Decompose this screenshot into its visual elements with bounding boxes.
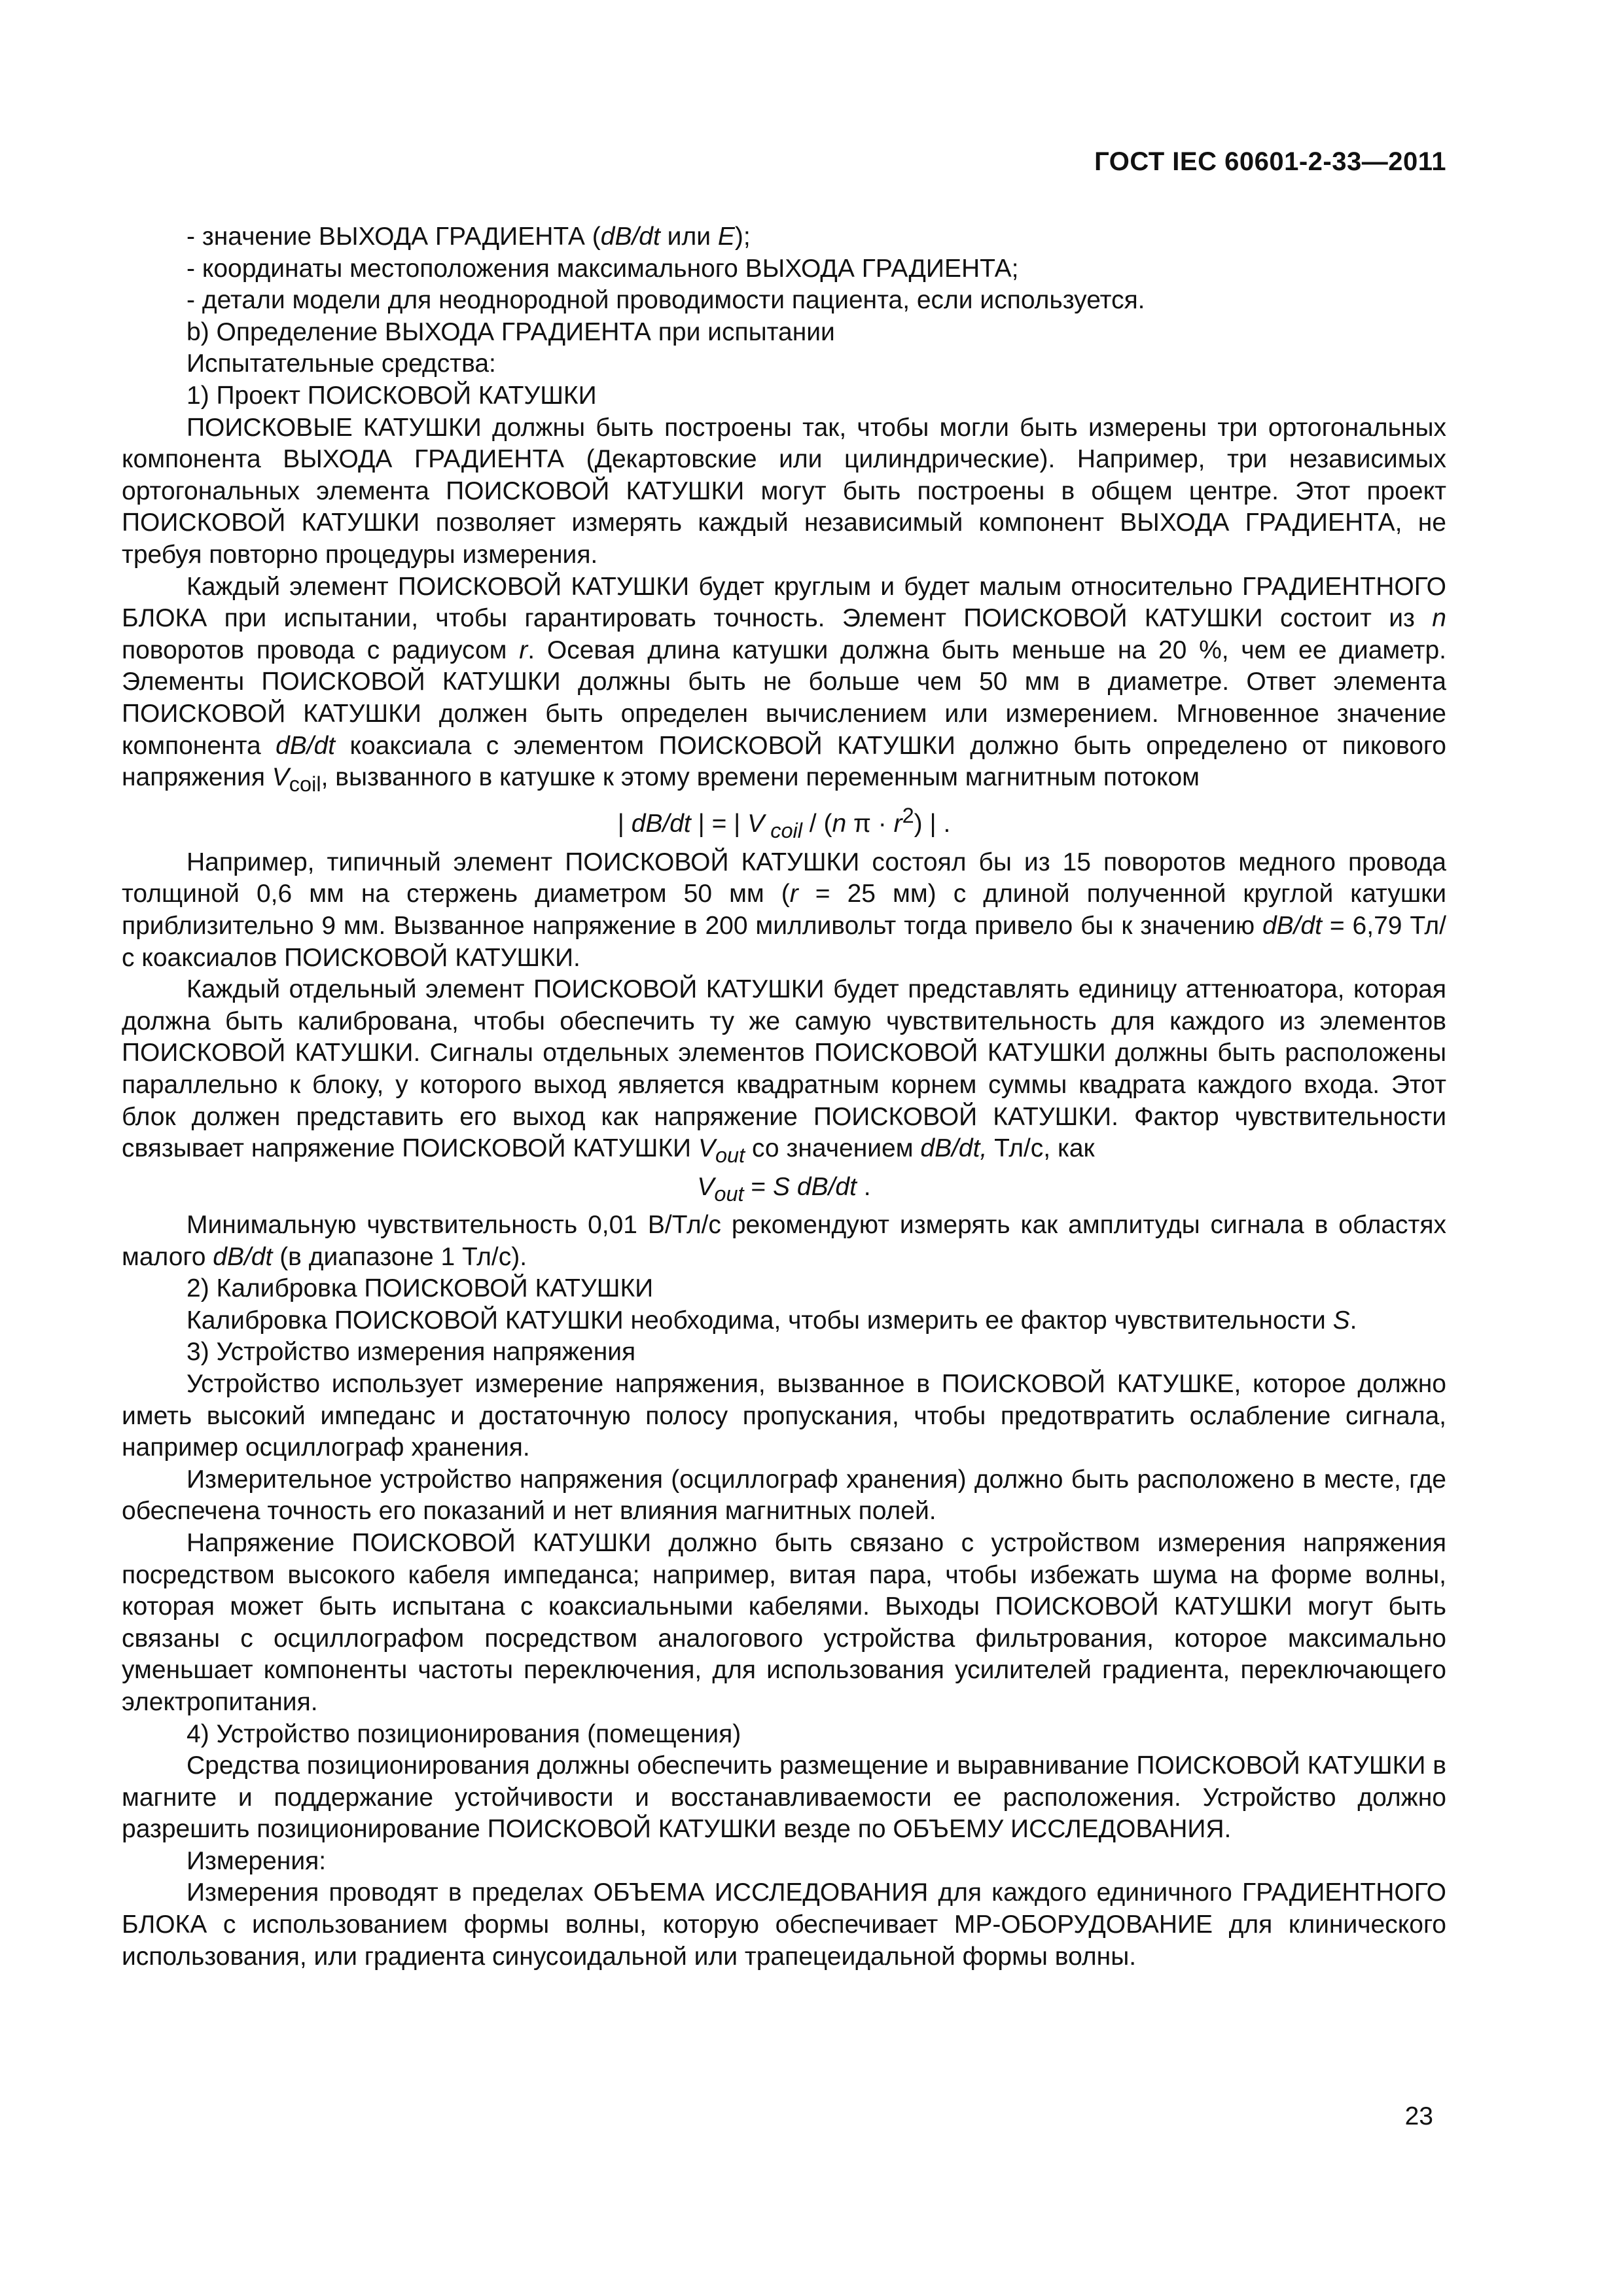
subsection-4-heading: 4) Устройство позиционирования (помещения) xyxy=(187,1719,741,1748)
paragraph-example-element: Например, типичный элемент ПОИСКОВОЙ КАТУШКИ состоял бы из 15 поворотов медного провода толщиной 0,6 мм на стержень диаметром 50 мм (r = 25 мм) с длиной полученной круглой катушки приблизительно 9 мм. Вызванное напряжение в 200 милливольт тогда привело бы к значению dB/dt = 6,79 Тл/с коаксиалов ПОИСКОВОЙ КАТУШКИ. xyxy=(122,848,1446,972)
formula-vout: $V_{out} = S$ dB/dt . xyxy=(697,1172,871,1206)
subsection-2-heading: 2) Калибровка ПОИСКОВОЙ КАТУШКИ xyxy=(187,1274,654,1303)
paragraph-search-coil-design: ПОИСКОВЫЕ КАТУШКИ должны быть построены так, чтобы могли быть измерены три ортогональных компонента ВЫХОДА ГРАДИЕНТА (Декартовские или цилиндрические). Например, три независимых ортогональных элемента ПОИСКОВОЙ КАТУШКИ могут быть построены в общем центре. Этот проект ПОИСКОВОЙ КАТУШКИ позволяет измерять каждый независимый компонент ВЫХОДА ГРАДИЕНТА, не требуя повторно процедуры измерения. xyxy=(122,413,1446,569)
list-item-model-details: - детали модели для неоднородной проводимости пациента, если используется. xyxy=(187,286,1145,315)
section-heading-b: b) Определение ВЫХОДА ГРАДИЕНТА при испытании xyxy=(187,317,835,346)
paragraph-min-sensitivity: Минимальную чувствительность 0,01 В/Тл/с рекомендуют измерять как амплитуды сигнала в областях малого dB/dt (в диапазоне 1 Тл/с). xyxy=(122,1211,1446,1271)
page-number: 23 xyxy=(1404,2102,1433,2130)
paragraph-search-coil-element: Каждый элемент ПОИСКОВОЙ КАТУШКИ будет круглым и будет малым относительно ГРАДИЕНТНОГО БЛОКА при испытании, чтобы гарантировать точность. Элемент ПОИСКОВОЙ КАТУШКИ состоит из n поворотов провода с радиусом r. Осевая длина катушки должна быть меньше на 20 %, чем ее диаметр. Элементы ПОИСКОВОЙ КАТУШКИ должны быть не больше чем 50 мм в диаметре. Ответ элемента ПОИСКОВОЙ КАТУШКИ должен быть определен вычислением или измерением. Мгновенное значение компонента dB/dt коаксиала с элементом ПОИСКОВОЙ КАТУШКИ должно быть определено от пикового напряжения $V_{coil}$, вызванного в катушке к этому времени переменным магнитным потоком xyxy=(122,572,1446,796)
paragraph-calibration: Калибровка ПОИСКОВОЙ КАТУШКИ необходима, чтобы измерить ее фактор чувствительности S. xyxy=(187,1306,1357,1335)
formula-db-dt: | dB/dt | = | V $_{coil}$ / (n $\pi \cdot r^2$) | . xyxy=(617,804,951,843)
paragraph-cable-connection: Напряжение ПОИСКОВОЙ КАТУШКИ должно быть связано с устройством измерения напряжения посредством высокого кабеля импеданса; например, витая пара, чтобы избежать шума на форме волны, которая может быть испытана с коаксиальными кабелями. Выходы ПОИСКОВОЙ КАТУШКИ могут быть связаны с осциллографом посредством аналогового устройства фильтрования, которое максимально уменьшает компоненты частоты переключения, для использования усилителей градиента, переключающего электропитания. xyxy=(122,1528,1446,1716)
paragraph-positioning: Средства позиционирования должны обеспечить размещение и выравнивание ПОИСКОВОЙ КАТУШКИ в магните и поддержание устойчивости и восстанавливаемости ее расположения. Устройство должно разрешить позиционирование ПОИСКОВОЙ КАТУШКИ везде по ОБЪЕМУ ИССЛЕДОВАНИЯ. xyxy=(122,1751,1446,1844)
paragraph-measurements: Измерения проводят в пределах ОБЪЕМА ИССЛЕДОВАНИЯ для каждого единичного ГРАДИЕНТНОГО БЛОКА с использованием формы волны, которую обеспечивает МР-ОБОРУДОВАНИЕ для клинического использования, или градиента синусоидальной или трапецеидальной формы волны. xyxy=(122,1878,1446,1971)
test-equipment-heading: Испытательные средства: xyxy=(187,350,496,378)
paragraph-attenuator: Каждый отдельный элемент ПОИСКОВОЙ КАТУШКИ будет представлять единицу аттенюатора, которая должна быть калибрована, чтобы обеспечить ту же самую чувствительность для каждого из элементов ПОИСКОВОЙ КАТУШКИ. Сигналы отдельных элементов ПОИСКОВОЙ КАТУШКИ должны быть расположены параллельно к блоку, у которого выход является квадратным корнем суммы квадрата каждого входа. Этот блок должен представить его выход как напряжение ПОИСКОВОЙ КАТУШКИ. Фактор чувствительности связывает напряжение ПОИСКОВОЙ КАТУШКИ $V_{out}$ со значением dB/dt, Тл/с, как xyxy=(122,975,1446,1168)
paragraph-voltage-device: Устройство использует измерение напряжения, вызванное в ПОИСКОВОЙ КАТУШКЕ, которое должно иметь высокий импеданс и достаточную полосу пропускания, чтобы предотвратить ослабление сигнала, например осциллограф хранения. xyxy=(122,1369,1446,1462)
list-item-gradient-output-value: - значение ВЫХОДА ГРАДИЕНТА (dB/dt или E); xyxy=(187,223,751,251)
subsection-3-heading: 3) Устройство измерения напряжения xyxy=(187,1338,636,1367)
list-item-max-location: - координаты местоположения максимального ВЫХОДА ГРАДИЕНТА; xyxy=(187,254,1019,283)
measurements-heading: Измерения: xyxy=(187,1846,327,1875)
paragraph-oscilloscope-location: Измерительное устройство напряжения (осциллограф хранения) должно быть расположено в месте, где обеспечена точность его показаний и нет влияния магнитных полей. xyxy=(122,1465,1446,1526)
subsection-1-heading: 1) Проект ПОИСКОВОЙ КАТУШКИ xyxy=(187,381,597,410)
document-body xyxy=(122,221,1446,1973)
standard-designation: ГОСТ IEC 60601-2-33—2011 xyxy=(1094,147,1446,176)
